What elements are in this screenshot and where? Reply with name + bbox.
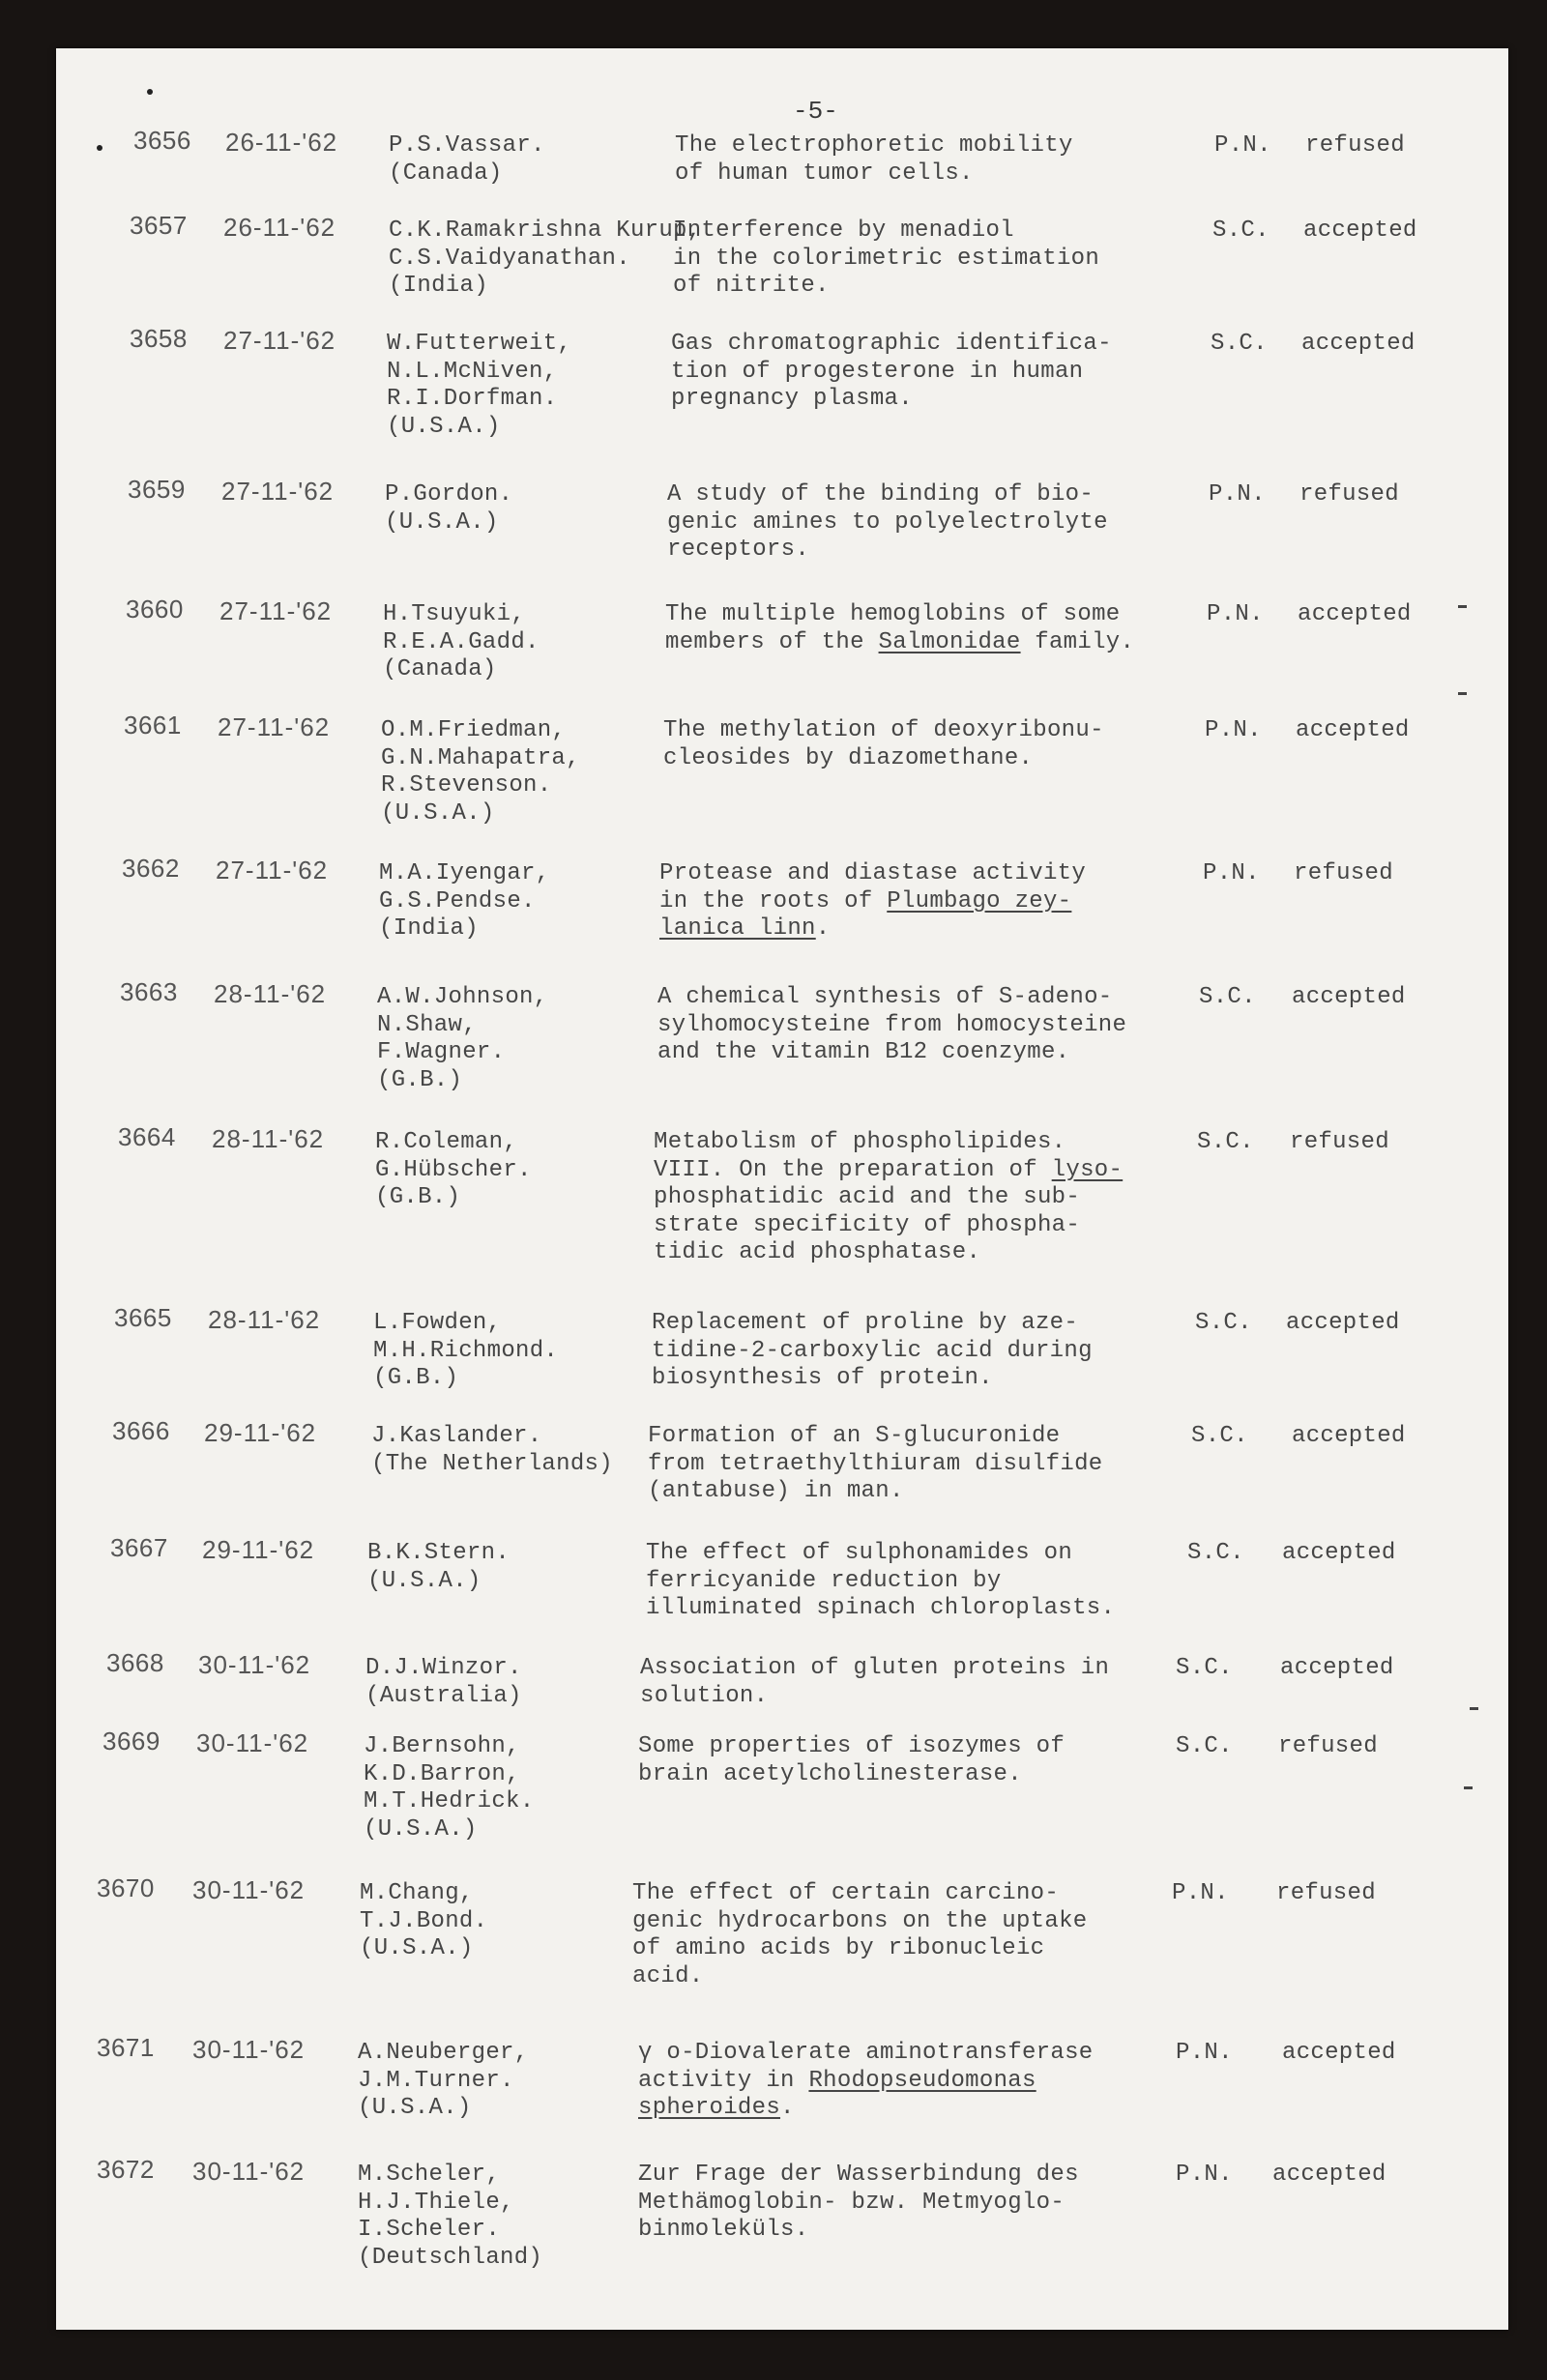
title-text: pregnancy plasma. xyxy=(671,386,913,412)
title-line xyxy=(657,1039,1126,1067)
author-line: M.Scheler, xyxy=(358,2162,501,2188)
author-line: (G.B.) xyxy=(377,1066,463,1093)
author-line: J.M.Turner. xyxy=(358,2067,514,2094)
entry-date: 30-11-'62 xyxy=(192,1875,306,1904)
entry-status: refused xyxy=(1305,132,1405,159)
author-line: (G.B.) xyxy=(375,1184,461,1210)
author-line: P.S.Vassar. xyxy=(389,132,545,159)
author-line: (U.S.A.) xyxy=(358,2095,472,2121)
entry-title xyxy=(638,2162,1079,2245)
title-text: Association of gluten proteins in xyxy=(640,1655,1110,1681)
punch-mark xyxy=(147,89,153,95)
entry-title xyxy=(632,1880,1087,1990)
entry-authors xyxy=(358,2040,528,2123)
author-line: M.T.Hedrick. xyxy=(364,1788,535,1814)
title-underlined-text: Rhodopseudomonas xyxy=(808,2067,1036,2094)
title-text: in the roots of xyxy=(659,887,888,914)
author-line: T.J.Bond. xyxy=(360,1907,488,1934)
entry-status: accepted xyxy=(1296,717,1410,743)
entry-date: 30-11-'62 xyxy=(198,1650,311,1679)
title-text: brain acetylcholinesterase. xyxy=(638,1760,1022,1787)
entry-number: 3660 xyxy=(126,595,184,624)
entry-journal: S.C. xyxy=(1191,1423,1248,1449)
author-line: A.Neuberger, xyxy=(358,2040,529,2066)
entry-status: accepted xyxy=(1292,984,1406,1010)
entry-authors xyxy=(389,132,545,188)
author-line: (Canada) xyxy=(383,656,497,682)
title-line xyxy=(663,745,1104,773)
title-text: phosphatidic acid and the sub- xyxy=(654,1184,1081,1210)
entry-journal: S.C. xyxy=(1212,218,1270,244)
entry-authors xyxy=(375,1129,532,1212)
author-line: R.I.Dorfman. xyxy=(387,386,558,412)
title-line xyxy=(648,1478,1102,1506)
author-line: G.S.Pendse. xyxy=(379,887,536,914)
entry-authors xyxy=(358,2162,542,2272)
entry-journal: P.N. xyxy=(1172,1880,1229,1906)
title-text: of nitrite. xyxy=(673,273,830,299)
title-line xyxy=(654,1157,1123,1185)
author-line: I.Scheler. xyxy=(358,2217,501,2243)
entry-journal: P.N. xyxy=(1176,2040,1233,2066)
entry-authors xyxy=(379,860,549,943)
title-text: members of the xyxy=(665,628,879,655)
entry-number: 3656 xyxy=(133,126,191,155)
entry-date: 28-11-'62 xyxy=(208,1305,321,1334)
title-text: γ o-Diovalerate aminotransferase xyxy=(638,2040,1094,2066)
entry-authors xyxy=(383,601,540,684)
author-line: (U.S.A.) xyxy=(360,1935,474,1961)
title-line xyxy=(638,2095,1093,2123)
entry-number: 3662 xyxy=(122,854,180,883)
entry-status: accepted xyxy=(1301,331,1416,357)
entry-number: 3657 xyxy=(130,211,188,240)
entry-status: accepted xyxy=(1282,2040,1396,2066)
entry-status: accepted xyxy=(1286,1310,1400,1336)
author-line: M.A.Iyengar, xyxy=(379,860,550,886)
entry-title xyxy=(659,860,1086,943)
title-line xyxy=(673,218,1099,246)
entry-title xyxy=(657,984,1126,1067)
entry-status: accepted xyxy=(1292,1423,1406,1449)
entry-number: 3658 xyxy=(130,324,188,353)
entry-title xyxy=(667,481,1108,565)
title-underlined-text: lyso- xyxy=(1051,1156,1124,1183)
entry-authors xyxy=(387,331,571,441)
author-line: (India) xyxy=(389,273,488,299)
title-line xyxy=(654,1184,1123,1212)
title-line xyxy=(652,1338,1093,1366)
entry-date: 26-11-'62 xyxy=(223,213,336,242)
author-line: R.E.A.Gadd. xyxy=(383,628,540,655)
title-line xyxy=(640,1683,1109,1711)
title-text: cleosides by diazomethane. xyxy=(663,744,1034,771)
author-line: (Canada) xyxy=(389,160,503,187)
title-text: Replacement of proline by aze- xyxy=(652,1310,1079,1336)
title-line xyxy=(652,1365,1093,1393)
entry-title xyxy=(673,218,1099,301)
title-text: . xyxy=(815,915,831,942)
author-line: (U.S.A.) xyxy=(387,413,501,440)
entry-date: 28-11-'62 xyxy=(212,1124,325,1153)
title-line xyxy=(640,1655,1109,1683)
entry-date: 27-11-'62 xyxy=(221,477,335,506)
author-line: N.L.McNiven, xyxy=(387,358,558,385)
entry-number: 3668 xyxy=(106,1648,164,1677)
author-line: J.Kaslander. xyxy=(371,1423,542,1449)
title-text: sylhomocysteine from homocysteine xyxy=(657,1011,1127,1038)
author-line: M.Chang, xyxy=(360,1880,474,1906)
author-line: (Australia) xyxy=(365,1682,522,1709)
title-line xyxy=(654,1129,1123,1157)
title-text: from tetraethylthiuram disulfide xyxy=(648,1450,1103,1477)
entry-date: 30-11-'62 xyxy=(196,1728,309,1757)
title-line xyxy=(638,2040,1093,2068)
title-underlined-text: lanica linn xyxy=(659,915,816,942)
title-text: of amino acids by ribonucleic xyxy=(632,1935,1045,1961)
author-line: F.Wagner. xyxy=(377,1039,506,1065)
title-text: A chemical synthesis of S-adeno- xyxy=(657,984,1113,1010)
entry-number: 3664 xyxy=(118,1122,176,1151)
title-line xyxy=(659,915,1086,943)
title-line xyxy=(638,2162,1079,2190)
title-line xyxy=(638,1733,1065,1761)
title-text: The methylation of deoxyribonu- xyxy=(663,717,1104,743)
title-line xyxy=(638,2217,1079,2245)
entry-number: 3666 xyxy=(112,1416,170,1445)
entry-date: 27-11-'62 xyxy=(218,712,331,741)
entry-journal: P.N. xyxy=(1209,481,1266,508)
entry-status: refused xyxy=(1299,481,1399,508)
entry-journal: S.C. xyxy=(1211,331,1268,357)
title-text: (antabuse) in man. xyxy=(648,1478,904,1504)
entry-journal: S.C. xyxy=(1195,1310,1252,1336)
title-text: tidine-2-carboxylic acid during xyxy=(652,1337,1093,1364)
entry-authors xyxy=(385,481,512,537)
margin-mark xyxy=(1458,692,1467,695)
title-text: The electrophoretic mobility xyxy=(675,132,1073,159)
margin-mark xyxy=(1464,1786,1473,1789)
title-text: binmoleküls. xyxy=(638,2217,809,2243)
title-text: Gas chromatographic identifica- xyxy=(671,331,1112,357)
entry-status: accepted xyxy=(1282,1540,1396,1566)
title-line xyxy=(675,132,1073,160)
title-line xyxy=(632,1880,1087,1908)
title-line xyxy=(673,246,1099,274)
title-text: Protease and diastase activity xyxy=(659,860,1087,886)
author-line: H.Tsuyuki, xyxy=(383,601,526,627)
title-text: Metabolism of phospholipides. xyxy=(654,1129,1066,1155)
title-text: activity in xyxy=(638,2067,809,2094)
entry-status: accepted xyxy=(1303,218,1417,244)
entry-title xyxy=(646,1540,1115,1623)
title-line xyxy=(667,537,1108,565)
title-line xyxy=(665,601,1134,629)
author-line: (Deutschland) xyxy=(358,2244,543,2271)
title-line xyxy=(667,481,1108,509)
entry-number: 3661 xyxy=(124,711,182,740)
author-line: (U.S.A.) xyxy=(385,508,499,536)
entry-journal: P.N. xyxy=(1203,860,1260,886)
title-text: The effect of sulphonamides on xyxy=(646,1540,1073,1566)
title-line xyxy=(665,629,1134,657)
title-text: Methämoglobin- bzw. Metmyoglo- xyxy=(638,2189,1065,2216)
title-line xyxy=(638,2190,1079,2218)
entry-status: accepted xyxy=(1272,2162,1386,2188)
author-line: L.Fowden, xyxy=(373,1310,502,1336)
author-line: M.H.Richmond. xyxy=(373,1337,559,1364)
author-line: O.M.Friedman, xyxy=(381,717,567,743)
entry-journal: S.C. xyxy=(1187,1540,1244,1566)
author-line: (India) xyxy=(379,915,479,942)
author-line: G.Hübscher. xyxy=(375,1156,532,1183)
entry-title xyxy=(654,1129,1123,1267)
title-text: genic hydrocarbons on the uptake xyxy=(632,1907,1088,1934)
author-line: H.J.Thiele, xyxy=(358,2189,514,2216)
title-line xyxy=(654,1239,1123,1267)
title-text: tidic acid phosphatase. xyxy=(654,1239,981,1265)
title-line xyxy=(632,1935,1087,1963)
title-text: receptors. xyxy=(667,537,810,563)
title-line xyxy=(659,860,1086,888)
author-line: (U.S.A.) xyxy=(381,799,495,827)
entry-authors xyxy=(389,218,701,301)
title-text: Interference by menadiol xyxy=(673,218,1014,244)
title-text: illuminated spinach chloroplasts. xyxy=(646,1595,1116,1621)
entry-title xyxy=(675,132,1073,188)
entry-number: 3672 xyxy=(97,2155,155,2184)
entry-authors xyxy=(373,1310,558,1393)
entry-title xyxy=(638,2040,1093,2123)
author-line: (U.S.A.) xyxy=(367,1567,482,1594)
entry-number: 3669 xyxy=(102,1727,161,1756)
entry-journal: S.C. xyxy=(1197,1129,1254,1155)
title-text: . xyxy=(780,2095,795,2121)
entry-authors xyxy=(360,1880,487,1963)
title-text: A study of the binding of bio- xyxy=(667,481,1095,508)
title-line xyxy=(648,1451,1102,1479)
title-text: and the vitamin B12 coenzyme. xyxy=(657,1039,1070,1065)
title-line xyxy=(671,359,1112,387)
title-text: tion of progesterone in human xyxy=(671,358,1084,385)
title-line xyxy=(671,386,1112,414)
entry-authors xyxy=(364,1733,534,1843)
title-line xyxy=(663,717,1104,745)
title-line xyxy=(654,1212,1123,1240)
entry-journal: P.N. xyxy=(1176,2162,1233,2188)
title-text: family. xyxy=(1020,628,1135,655)
title-line xyxy=(671,331,1112,359)
title-line xyxy=(675,160,1073,189)
title-line xyxy=(652,1310,1093,1338)
entry-title xyxy=(648,1423,1102,1506)
title-line xyxy=(659,888,1086,916)
entry-status: accepted xyxy=(1298,601,1412,627)
entry-date: 27-11-'62 xyxy=(216,856,329,885)
author-line: N.Shaw, xyxy=(377,1011,477,1038)
entry-date: 27-11-'62 xyxy=(223,326,336,355)
title-line xyxy=(638,1761,1065,1789)
entry-title xyxy=(665,601,1134,656)
entry-title xyxy=(671,331,1112,414)
entry-journal: P.N. xyxy=(1207,601,1264,627)
entry-authors xyxy=(381,717,580,827)
entry-date: 30-11-'62 xyxy=(192,2035,306,2064)
title-underlined-text: Salmonidae xyxy=(878,628,1021,655)
entry-title xyxy=(663,717,1104,772)
title-line xyxy=(646,1540,1115,1568)
entry-journal: S.C. xyxy=(1176,1733,1233,1759)
title-line xyxy=(657,1012,1126,1040)
entry-title xyxy=(640,1655,1109,1710)
title-underlined-text: spheroides xyxy=(638,2095,781,2121)
author-line: A.W.Johnson, xyxy=(377,984,548,1010)
entry-date: 30-11-'62 xyxy=(192,2157,306,2186)
title-line xyxy=(632,1908,1087,1936)
author-line: C.S.Vaidyanathan. xyxy=(389,245,630,272)
title-text: in the colorimetric estimation xyxy=(673,245,1100,272)
entry-date: 26-11-'62 xyxy=(225,128,338,157)
punch-mark xyxy=(97,145,102,151)
title-text: Zur Frage der Wasserbindung des xyxy=(638,2162,1079,2188)
title-line xyxy=(657,984,1126,1012)
author-line: R.Coleman, xyxy=(375,1129,518,1155)
author-line: J.Bernsohn, xyxy=(364,1733,520,1759)
title-text: acid. xyxy=(632,1962,704,1989)
title-text: The effect of certain carcino- xyxy=(632,1880,1060,1906)
title-line xyxy=(667,509,1108,537)
author-line: G.N.Mahapatra, xyxy=(381,744,580,771)
entry-number: 3663 xyxy=(120,977,178,1006)
entry-number: 3659 xyxy=(128,475,186,504)
title-text: of human tumor cells. xyxy=(675,160,974,187)
entry-authors xyxy=(377,984,547,1094)
title-text: Some properties of isozymes of xyxy=(638,1733,1065,1759)
author-line: R.Stevenson. xyxy=(381,772,552,798)
author-line: K.D.Barron, xyxy=(364,1760,520,1787)
entry-journal: P.N. xyxy=(1205,717,1262,743)
title-line xyxy=(646,1568,1115,1596)
author-line: (The Netherlands) xyxy=(371,1450,613,1477)
author-line: (U.S.A.) xyxy=(364,1815,478,1843)
title-text: biosynthesis of protein. xyxy=(652,1365,993,1391)
entry-number: 3670 xyxy=(97,1873,155,1902)
title-text: VIII. On the preparation of xyxy=(654,1156,1052,1183)
author-line: W.Futterweit, xyxy=(387,331,572,357)
entry-number: 3665 xyxy=(114,1303,172,1332)
title-underlined-text: Plumbago zey- xyxy=(887,887,1072,914)
entry-authors xyxy=(371,1423,613,1478)
entry-date: 29-11-'62 xyxy=(202,1535,315,1564)
entry-status: refused xyxy=(1276,1880,1376,1906)
entry-date: 28-11-'62 xyxy=(214,979,327,1008)
entry-status: refused xyxy=(1294,860,1393,886)
author-line: D.J.Winzor. xyxy=(365,1655,522,1681)
entry-status: refused xyxy=(1290,1129,1389,1155)
margin-mark xyxy=(1458,605,1467,608)
entry-number: 3667 xyxy=(110,1533,168,1562)
margin-mark xyxy=(1470,1707,1478,1710)
entry-number: 3671 xyxy=(97,2033,155,2062)
title-line xyxy=(638,2068,1093,2096)
entry-authors xyxy=(365,1655,522,1710)
entry-title xyxy=(638,1733,1065,1788)
page-number: -5- xyxy=(793,97,838,126)
title-text: strate specificity of phospha- xyxy=(654,1211,1081,1238)
title-text: genic amines to polyelectrolyte xyxy=(667,508,1108,536)
entry-journal: S.C. xyxy=(1199,984,1256,1010)
title-line xyxy=(648,1423,1102,1451)
title-line xyxy=(632,1963,1087,1991)
title-text: solution. xyxy=(640,1682,769,1709)
title-line xyxy=(646,1595,1115,1623)
entry-authors xyxy=(367,1540,510,1595)
author-line: P.Gordon. xyxy=(385,481,513,508)
entry-date: 29-11-'62 xyxy=(204,1418,317,1447)
entry-date: 27-11-'62 xyxy=(219,596,333,625)
author-line: C.K.Ramakrishna Kurup, xyxy=(389,218,702,244)
title-text: The multiple hemoglobins of some xyxy=(665,601,1121,627)
author-line: (G.B.) xyxy=(373,1365,459,1391)
entry-status: refused xyxy=(1278,1733,1378,1759)
entry-journal: P.N. xyxy=(1214,132,1271,159)
entry-journal: S.C. xyxy=(1176,1655,1233,1681)
title-line xyxy=(673,273,1099,301)
author-line: B.K.Stern. xyxy=(367,1540,511,1566)
title-text: ferricyanide reduction by xyxy=(646,1567,1002,1594)
entry-title xyxy=(652,1310,1093,1393)
entry-status: accepted xyxy=(1280,1655,1394,1681)
title-text: Formation of an S-glucuronide xyxy=(648,1423,1061,1449)
